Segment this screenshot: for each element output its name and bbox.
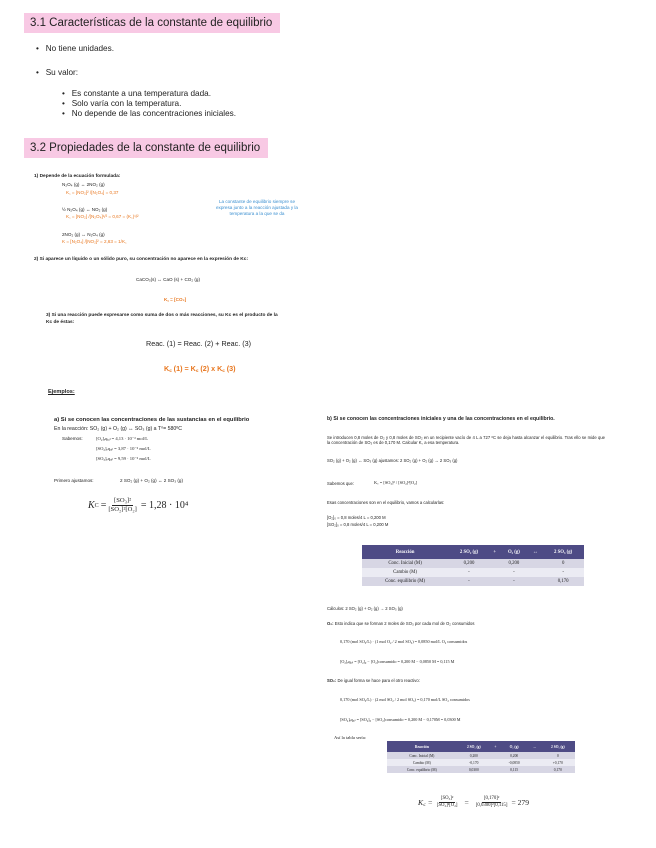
example-b-calc-intro: Esas concentraciones son en el equilibrio, vamos a calcularlas:: [327, 500, 445, 505]
example-b-init-1: [O₂]₀ = 0,8 moles/4 L = 0,200 M: [327, 515, 386, 520]
p1-eq-2: ½ N₂O₄ (g) ↔ NO₂ (g): [62, 207, 108, 212]
o2-line: [327, 621, 474, 626]
bullet-text: No tiene unidades.: [45, 44, 114, 53]
table-row: [362, 559, 584, 568]
o2-eq-1: 0,170 (mol SO₃/L) · (1 mol O₂ / 2 mol SO₃) = 0,0850 mol/L O₂ consumidos: [340, 639, 468, 644]
example-b-title: b) Si se conocen las concentraciones iniciales y una de las concentraciones en el equilibrio.: [327, 416, 555, 422]
table-cell: [490, 568, 500, 577]
table-header: 2 SO₂ (g): [457, 741, 491, 752]
table-cell: 0,170: [541, 766, 575, 773]
table-cell: -: [448, 577, 490, 586]
table-row: [387, 759, 575, 766]
kc-formula-a: K C = $\frac{\text{[SO₃]²}}{\text{[SO₂]²[O₂]}}$ = 1,28 · 10⁴: [88, 497, 189, 513]
kc-fraction: [108, 497, 137, 514]
table-cell: [528, 568, 542, 577]
kc-final-den-1: [SO₂]²[O₂]: [436, 803, 458, 808]
table-cell: [528, 559, 542, 568]
kc-denominator: [SO₂]²[O₂]: [108, 506, 137, 513]
table-header: Reacción: [387, 741, 457, 752]
table-header: O₂ (g): [500, 741, 529, 752]
example-b-init-2: [SO₂]₀ = 0,8 moles/4 L = 0,200 M: [327, 522, 389, 527]
table-header: 2 SO₃ (g): [541, 741, 575, 752]
table-cell: -: [542, 568, 584, 577]
table-cell: 0: [542, 559, 584, 568]
table-row: [362, 577, 584, 586]
example-a-data-2: [SO₂]ₑqᵤᵢₗ = 3,87 · 10⁻³ mol/L: [96, 446, 151, 451]
table-cell: -: [448, 568, 490, 577]
table-cell: +0,170: [541, 759, 575, 766]
so2-label: SO₂:: [327, 678, 337, 683]
table-header: O₂ (g): [500, 545, 529, 559]
p1-eq-3: 2NO₂ (g) ↔ N₂O₄ (g): [62, 232, 105, 237]
kc-final-num-1: [SO₃]²: [440, 796, 454, 801]
kc-subscript: C: [94, 502, 99, 509]
kc-final-result: = 279: [511, 798, 530, 807]
sub-bullet-text: Es constante a una temperatura dada.: [71, 89, 211, 98]
table-cell: Conc. equilibrio (M): [362, 577, 448, 586]
p1-k-2: K꜀ = [NO₂] /[N₂O₄]¹/² = 0,67 = (K꜀)¹/²: [66, 214, 139, 219]
table-header: ↔: [528, 545, 542, 559]
table-cell: [528, 752, 540, 759]
table-cell: [491, 766, 500, 773]
kc-numerator: [SO₃]²: [114, 497, 132, 504]
table-cell: [491, 759, 500, 766]
table-cell: -: [500, 568, 529, 577]
ice-table-1: [362, 545, 584, 586]
table-row: [362, 568, 584, 577]
table-cell: 0,115: [500, 766, 529, 773]
sub-bullet-1: • Es constante a una temperatura dada.: [62, 89, 211, 98]
table-cell: Cambio (M): [362, 568, 448, 577]
table-header: Reacción: [362, 545, 448, 559]
calc-label: Cálculos: 2 SO₂ (g) + O₂ (g) → 2 SO₃ (g): [327, 606, 403, 611]
sub-bullet-text: No depende de las concentraciones iniciales.: [71, 109, 237, 118]
kc-final-fraction-1: [437, 796, 458, 809]
so2-line: [327, 678, 420, 683]
p2-equation: CaCO₃(s) ↔ CaO (s) + CO₂ (g): [136, 277, 201, 282]
kc-result: = 1,28 · 10⁴: [140, 500, 189, 511]
note-constante: La constante de equilibrio siempre se expresa junto a la reacción ajustada y la temperatura a la que se da: [216, 199, 298, 216]
sub-bullet-2: • Solo varía con la temperatura.: [62, 99, 182, 108]
asi-label: Así la tabla sería:: [334, 735, 367, 740]
example-a-data-3: [SO₃]ₑqᵤᵢₗ = 9,59 · 10⁻³ mol/L: [96, 456, 151, 461]
example-a-ajust-eq: 2 SO₂ (g) + O₂ (g) ↔ 2 SO₃ (g): [120, 478, 184, 483]
examples-label: Ejemplos:: [48, 389, 75, 395]
table-header: ↔: [528, 741, 540, 752]
example-a-data-1: [O₂]ₑqᵤᵢₗ = 4,13 · 10⁻³ mol/L: [96, 436, 148, 441]
kc-final-formula: K꜀ = $\frac{\text{[SO₃]²}}{\text{[SO₂]²[O₂]}}$ = $\frac{\text{[0,170]²}}{\text{[0,0300]²[0,115]}}$ = 279: [418, 796, 530, 808]
p3-k: K꜀ (1) = K꜀ (2) x K꜀ (3): [164, 364, 236, 373]
property-3-heading: 3) Si una reacción puede expresarse como suma de dos o más reacciones, su Kc es el producto de la: [46, 313, 278, 318]
sub-bullet-text: Solo varía con la temperatura.: [71, 99, 182, 108]
table-cell: -0,170: [457, 759, 491, 766]
sub-bullet-3: • No depende de las concentraciones iniciales.: [62, 109, 237, 118]
p2-k: K꜀ = [CO₂]: [164, 297, 187, 302]
example-a-reaction: En la reacción: SO₂ (g) + O₂ (g) ↔ SO₃ (g) a T⁰= 580ºC: [54, 426, 182, 432]
so2-text: De igual forma se hace para el otro reactivo:: [337, 678, 420, 683]
property-1-heading: 1) Depende de la ecuación formulada:: [34, 174, 121, 179]
section-title-propiedades: 3.2 Propiedades de la constante de equilibrio: [24, 138, 268, 158]
o2-eq-2: [O₂]ₑqᵤᵢₗ = [O₂]₀ − [O₂]consumido = 0,200 M − 0,0850 M = 0,115 M: [340, 659, 455, 664]
ice-table-2: [387, 741, 575, 773]
p3-equation: Reac. (1) = Reac. (2) + Reac. (3): [146, 339, 252, 348]
table-header: 2 SO₃ (g): [542, 545, 584, 559]
table-header-row: [387, 741, 575, 752]
table-cell: Conc. equilibrio (M): [387, 766, 457, 773]
kc-final-num-2: [0,170]²: [483, 796, 500, 801]
table-cell: [528, 759, 540, 766]
o2-label: O₂:: [327, 621, 334, 626]
example-a-sabemos: Sabemos:: [62, 436, 83, 441]
example-b-statement: Se introducen 0,8 moles de O₂ y 0,8 moles de SO₂ en un recipiente vacío de 4 L a 727 ºC se deja hasta alcanzar el equilibrio. Tras ello se mide que la concentración de SO₃ es de 0,170 M. Calcular K꜀ a esa temperatura.: [327, 435, 605, 446]
property-3-heading-2: Kc de éstas:: [46, 320, 75, 325]
so2-eq-2: [SO₂]ₑqᵤᵢₗ = [SO₂]₀ − [SO₂]consumido = 0,200 M − 0,170M = 0,0300 M: [340, 717, 461, 722]
table-header: +: [491, 741, 500, 752]
table-cell: Conc. Inicial (M): [362, 559, 448, 568]
table-cell: 0,200: [448, 559, 490, 568]
table-header: 2 SO₂ (g): [448, 545, 490, 559]
table-cell: [528, 577, 542, 586]
table-cell: [528, 766, 540, 773]
example-b-k: K꜀ = [SO₃]² / [SO₂]²[O₂]: [374, 480, 418, 485]
bullet-1: • No tiene unidades.: [36, 44, 114, 53]
table-cell: 0,0300: [457, 766, 491, 773]
p1-k-3: K = [N₂O₄] /[NO₂]² = 2,63 = 1/K꜀: [62, 239, 127, 244]
section-title-caracteristicas: 3.1 Características de la constante de equilibrio: [24, 13, 280, 33]
o2-text: Esto indica que se forman 2 moles de SO₃ por cada mol de O₂ consumidos: [334, 621, 475, 626]
table-cell: 0,200: [457, 752, 491, 759]
example-a-ajust-label: Primero ajustamos:: [54, 478, 94, 483]
table-header: +: [490, 545, 500, 559]
example-a-title: a) Si se conocen las concentraciones de las sustancias en el equilibrio: [54, 417, 250, 423]
kc-final-lhs: K꜀ =: [418, 797, 433, 807]
property-2-heading: 2) Si aparece un líquido o un sólido puro, su concentración no aparece en la expresión de Kc:: [34, 257, 249, 262]
example-b-sabemos: Sabemos que:: [327, 481, 355, 486]
table-cell: [490, 577, 500, 586]
kc-final-den-2: [0,0300]²[0,115]: [475, 803, 508, 808]
table-cell: Cambio (M): [387, 759, 457, 766]
table-cell: -0,0850: [500, 759, 529, 766]
example-b-reaction: SO₂ (g) + O₂ (g) ↔ SO₃ (g) ajustamos: 2 SO₂ (g) + O₂ (g) ↔ 2 SO₃ (g): [327, 458, 458, 463]
table-cell: 0,170: [542, 577, 584, 586]
table-cell: -: [500, 577, 529, 586]
kc-symbol: K: [88, 500, 95, 511]
p1-k-1: K꜀ = [NO₂]² /[N₂O₄] = 0,37: [66, 190, 119, 195]
so2-eq-1: 0,170 (mol SO₃/L) · (2 mol SO₂ / 2 mol SO₃) = 0,170 mol/L SO₂ consumidos: [340, 697, 470, 702]
table-header-row: [362, 545, 584, 559]
table-cell: [491, 752, 500, 759]
table-cell: [490, 559, 500, 568]
table-row: [387, 752, 575, 759]
table-row: [387, 766, 575, 773]
table-cell: Conc. Inicial (M): [387, 752, 457, 759]
table-cell: 0: [541, 752, 575, 759]
bullet-2: • Su valor:: [36, 68, 79, 77]
bullet-text: Su valor:: [45, 68, 79, 77]
p1-eq-1: N₂O₄ (g) ↔ 2NO₂ (g): [62, 182, 105, 187]
table-cell: 0,200: [500, 559, 529, 568]
kc-final-fraction-2: [476, 796, 508, 809]
table-cell: 0,200: [500, 752, 529, 759]
